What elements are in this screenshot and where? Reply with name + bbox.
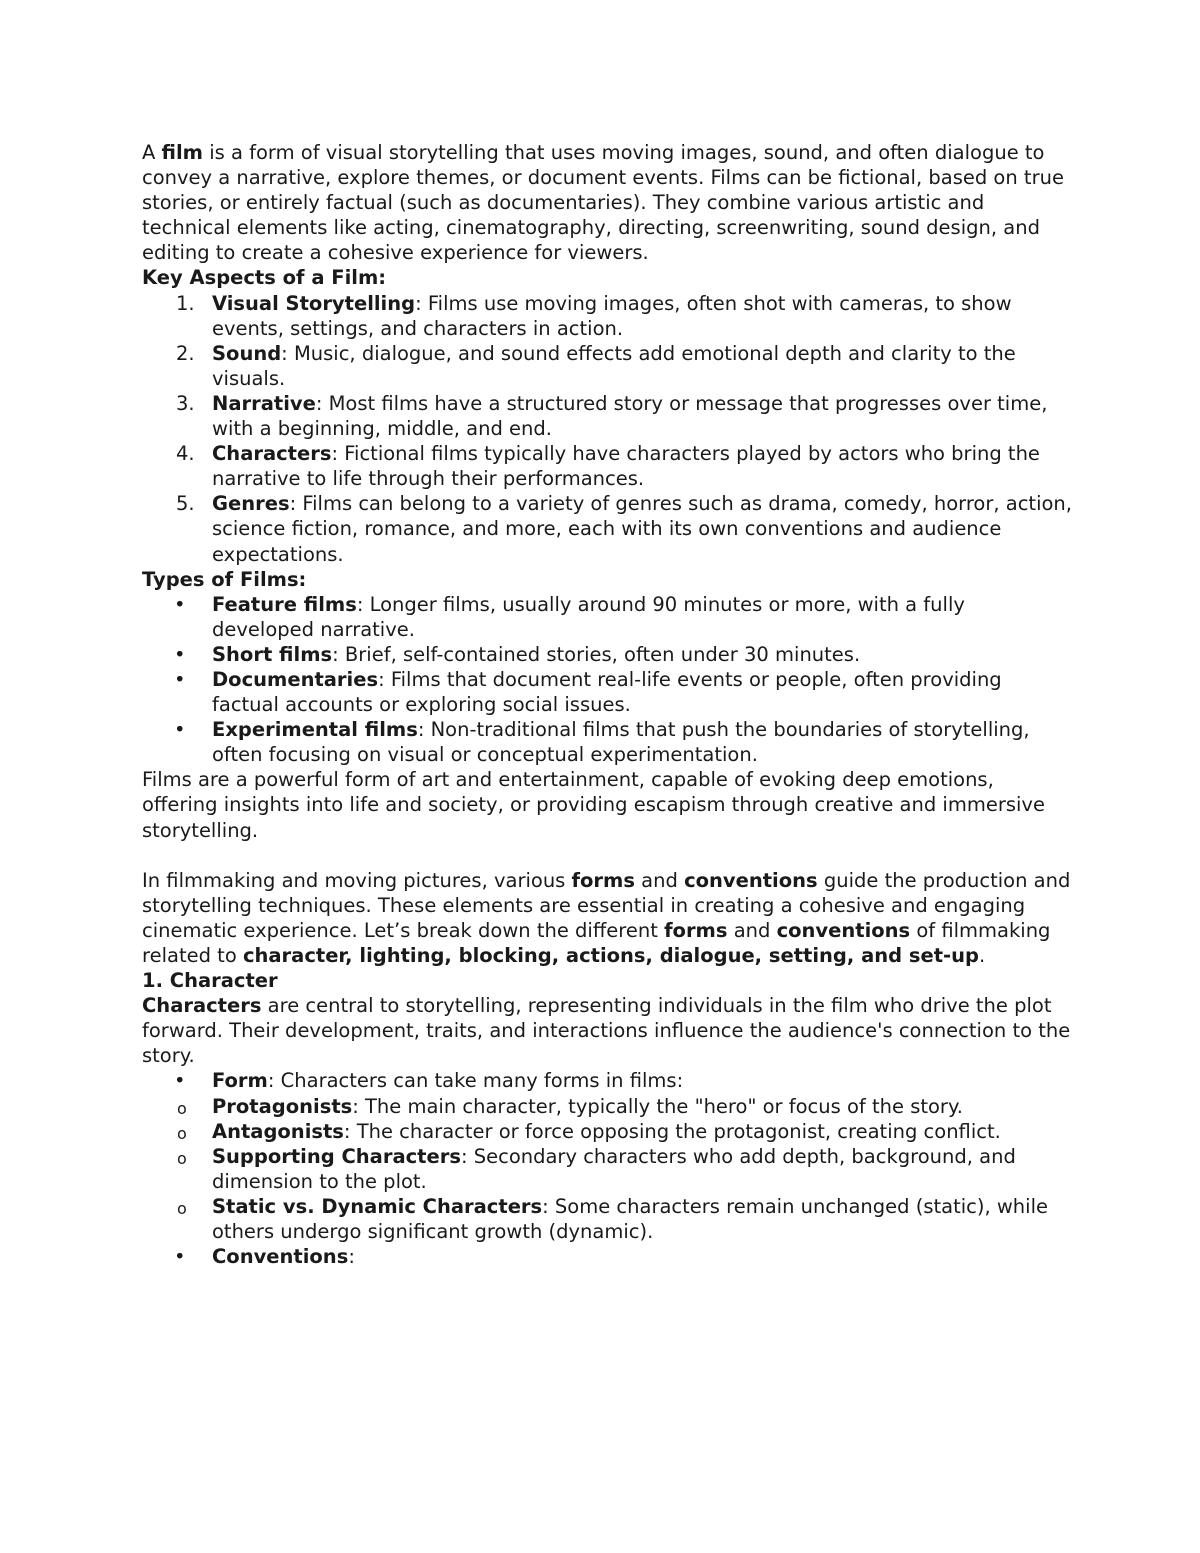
list-item: 1. Visual Storytelling: Films use moving images, often shot with cameras, to show events, settings, and characters in action. — [176, 291, 1012, 340]
list-item: • Form: Characters can take many forms in films: o Protagonists: The main character, typically the "hero" or focus of the story. o Antagonists: The character or force opposing the protagonist, creating conflict. o Supporting Characters: Secondary characters who add depth, background, and dimension to the plot. o Static vs. Dynamic Characters: Some characters remain unchanged (static), while others undergo significant growth (dynamic). — [142, 1068, 1072, 1244]
sub-list-item: o Antagonists: The character or force opposing the protagonist, creating conflict. — [142, 1119, 1072, 1144]
film-term: film — [161, 141, 204, 164]
circle-bullet-icon: o — [177, 1098, 187, 1118]
sub-list-item: o Supporting Characters: Secondary characters who add depth, background, and dimension to the plot. — [177, 1144, 1016, 1193]
key-aspects-list — [142, 291, 1072, 567]
sub-list-item: o Protagonists: The main character, typically the "hero" or focus of the story. — [142, 1094, 1072, 1119]
circle-bullet-icon: o — [177, 1123, 187, 1143]
key-aspects-heading: Key Aspects of a Film: — [142, 266, 387, 290]
blank-line — [142, 843, 1072, 868]
bullet-icon: • — [174, 592, 186, 616]
list-item: 2. Sound: Music, dialogue, and sound effects add emotional depth and clarity to the visuals. — [176, 341, 1016, 390]
list-item: • Feature films: Longer films, usually around 90 minutes or more, with a fully developed narrative. — [174, 592, 965, 641]
list-item: • Experimental films: Non-traditional films that push the boundaries of storytelling, often focusing on visual or conceptual experimentation. — [174, 718, 1030, 767]
intro-paragraph: A film is a form of visual storytelling that uses moving images, sound, and often dialogue to convey a narrative, explore themes, or document events. Films can be fictional, based on true stories, or entirely factual (such as documentaries). They combine various artistic and technical elements like acting, cinematography, directing, screenwriting, sound design, and editing to create a cohesive experience for viewers. — [142, 141, 1064, 265]
bullet-icon: • — [174, 718, 186, 742]
bullet-icon: • — [174, 1245, 186, 1269]
types-list — [142, 592, 1072, 768]
bullet-icon: • — [174, 642, 186, 666]
forms-intro-paragraph: In filmmaking and moving pictures, various forms and conventions guide the production and storytelling techniques. These elements are essential in creating a cohesive and engaging cinematic experience. Let’s break down the different forms and conventions of filmmaking related to character, lighting, blocking, actions, dialogue, setting, and set-up. — [142, 868, 1071, 967]
list-item: • Short films: Brief, self-contained stories, often under 30 minutes. — [174, 642, 861, 666]
document-page — [142, 140, 1072, 1269]
circle-bullet-icon: o — [177, 1198, 187, 1218]
circle-bullet-icon: o — [177, 1148, 187, 1168]
character-heading: 1. Character — [142, 969, 278, 993]
sub-list-item: o Static vs. Dynamic Characters: Some characters remain unchanged (static), while others undergo significant growth (dynamic). — [177, 1194, 1048, 1244]
list-item: • Documentaries: Films that document real-life events or people, often providing factual accounts or exploring social issues. — [174, 667, 1002, 717]
list-item: • Conventions: — [174, 1245, 355, 1269]
bullet-icon: • — [174, 1069, 186, 1093]
closing-paragraph: Films are a powerful form of art and entertainment, capable of evoking deep emotions, offering insights into life and society, or providing escapism through creative and immersive storytelling. — [142, 768, 1045, 842]
list-item: 4. Characters: Fictional films typically have characters played by actors who bring the narrative to life through their performances. — [176, 442, 1040, 491]
character-intro-paragraph: Characters are central to storytelling, representing individuals in the film who drive the plot forward. Their development, traits, and interactions influence the audience's connection to the story. — [142, 994, 1071, 1068]
list-item: 5. Genres: Films can belong to a variety of genres such as drama, comedy, horror, action, science fiction, romance, and more, each with its own conventions and audience expectations. — [176, 492, 1072, 566]
character-forms-sublist — [142, 1094, 1072, 1245]
character-list — [142, 1068, 1072, 1269]
bullet-icon: • — [174, 667, 186, 691]
types-heading: Types of Films: — [142, 567, 307, 591]
list-item: 3. Narrative: Most films have a structured story or message that progresses over time, with a beginning, middle, and end. — [176, 391, 1048, 441]
